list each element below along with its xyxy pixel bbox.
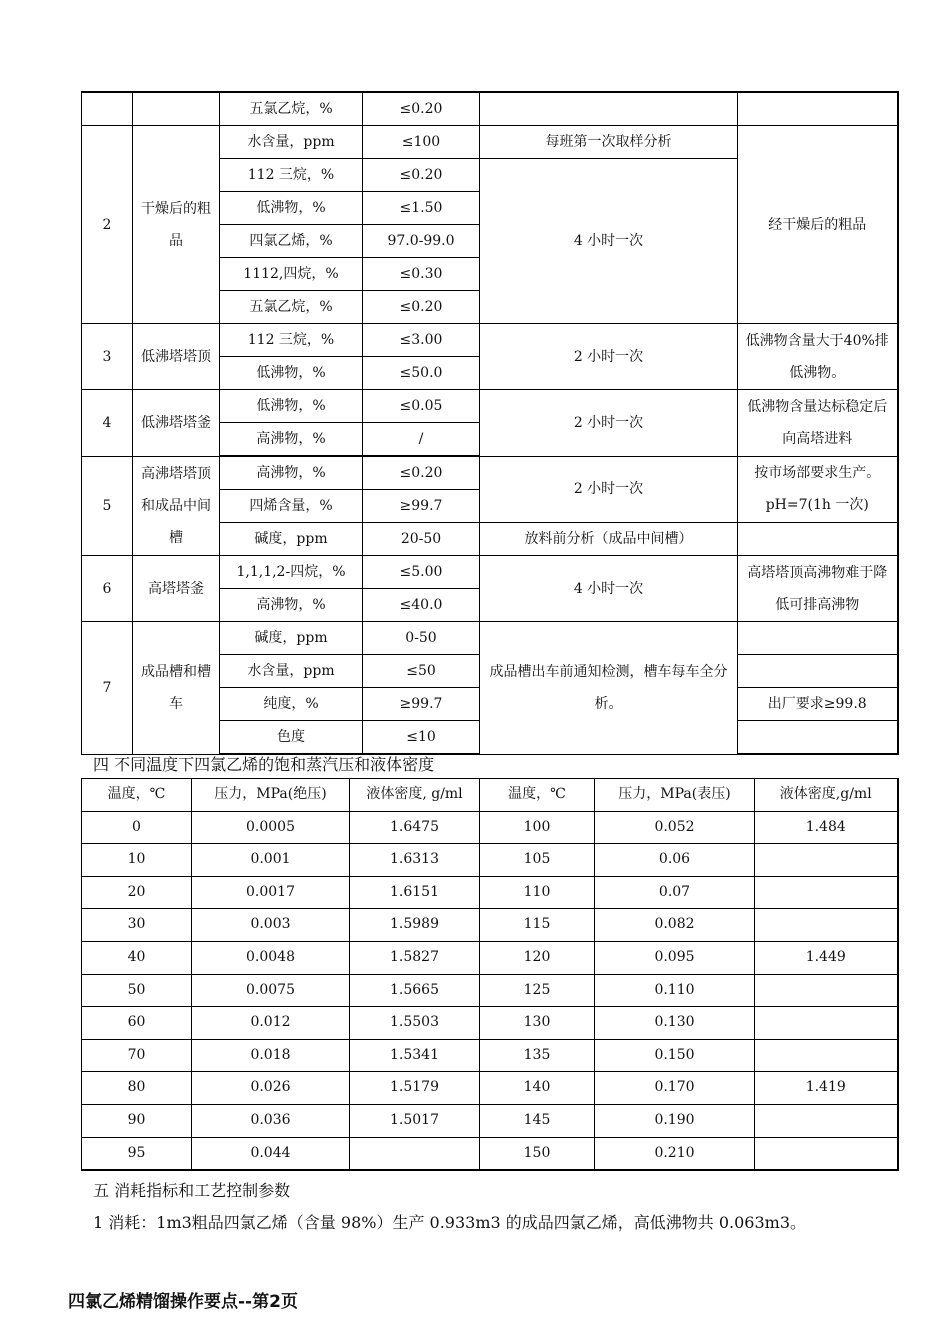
table-cell: 80: [82, 1072, 192, 1105]
table-cell-frequency: 4 小时一次: [480, 556, 738, 622]
table-cell-item: 112 三烷，%: [220, 159, 363, 192]
table-cell: 1.5341: [350, 1039, 480, 1072]
table-cell: 1.5665: [350, 974, 480, 1007]
table-cell-value: ≤40.0: [363, 589, 480, 622]
table-cell: 0.052: [595, 811, 755, 844]
table-row: [82, 1104, 898, 1137]
table-cell: 1.449: [755, 941, 898, 974]
table-cell: 0.150: [595, 1039, 755, 1072]
table-cell: 0: [82, 811, 192, 844]
table-cell-item: 碱度，ppm: [220, 622, 363, 655]
table-cell-item: 四氯乙烯，%: [220, 225, 363, 258]
table-cell: 0.026: [192, 1072, 350, 1105]
column-header: 温度，℃: [480, 779, 595, 812]
table-cell-frequency: 4 小时一次: [480, 159, 738, 324]
table-cell: [755, 1007, 898, 1040]
table-cell-item: 水含量，ppm: [220, 655, 363, 688]
table-cell: 0.210: [595, 1137, 755, 1170]
table-row: [82, 126, 898, 159]
table-cell-name: 高塔塔釜: [133, 556, 220, 622]
table-row: [82, 844, 898, 877]
table-cell: 0.018: [192, 1039, 350, 1072]
table-cell: 0.082: [595, 909, 755, 942]
table-row: [82, 909, 898, 942]
table-cell: 1.5989: [350, 909, 480, 942]
table-cell: 120: [480, 941, 595, 974]
table-cell: 0.095: [595, 941, 755, 974]
table-cell-value: ≤50.0: [363, 357, 480, 390]
table-cell-value: 0-50: [363, 622, 480, 655]
table-cell-value: ≥99.7: [363, 490, 480, 523]
table-cell: [755, 909, 898, 942]
table-cell: 135: [480, 1039, 595, 1072]
table-cell: 0.001: [192, 844, 350, 877]
table-cell: 130: [480, 1007, 595, 1040]
table-cell-remark: [738, 523, 898, 556]
table-row: [82, 974, 898, 1007]
table-cell-item: 1112,四烷，%: [220, 258, 363, 291]
table-cell: 145: [480, 1104, 595, 1137]
table-cell: 115: [480, 909, 595, 942]
table-cell: [755, 1104, 898, 1137]
table-cell-value: ≤50: [363, 655, 480, 688]
table-cell: 1.484: [755, 811, 898, 844]
table-cell: 95: [82, 1137, 192, 1170]
table-cell: 40: [82, 941, 192, 974]
table-cell: 1.5827: [350, 941, 480, 974]
table-cell-item: 低沸物，%: [220, 390, 363, 423]
table-cell-name: [133, 92, 220, 126]
table-row: [82, 324, 898, 357]
table-cell: [755, 1137, 898, 1170]
table-cell: 0.190: [595, 1104, 755, 1137]
table-cell-remark: 低沸物含量达标稳定后向高塔进料: [738, 390, 898, 457]
table-cell: [350, 1137, 480, 1170]
consumption-text: 1 消耗：1m3粗品四氯乙烯（含量 98%）生产 0.933m3 的成品四氯乙烯，高低沸物共 0.063m3。: [93, 1213, 807, 1232]
table-cell-item: 四烯含量，%: [220, 490, 363, 523]
table-cell-remark: 经干燥后的粗品: [738, 126, 898, 324]
table-cell: [755, 844, 898, 877]
table-cell-item: 1,1,1,2-四烷，%: [220, 556, 363, 589]
table-cell-value: /: [363, 423, 480, 457]
table-cell-item: 高沸物，%: [220, 589, 363, 622]
table-row: [82, 1007, 898, 1040]
table-cell-frequency: [480, 92, 738, 126]
table-cell: [755, 876, 898, 909]
column-header: 液体密度, g/ml: [350, 779, 480, 812]
table-cell-frequency: 2 小时一次: [480, 390, 738, 457]
table-cell: 50: [82, 974, 192, 1007]
table-cell-value: ≤0.05: [363, 390, 480, 423]
table-cell-name: 低沸塔塔釜: [133, 390, 220, 457]
table-cell-item: 水含量，ppm: [220, 126, 363, 159]
table-cell-item: 112 三烷，%: [220, 324, 363, 357]
table-header-row: [82, 779, 898, 812]
table-row: [82, 390, 898, 423]
table-cell-remark: [738, 721, 898, 755]
table-row: [82, 92, 898, 126]
section-4-heading: 四 不同温度下四氯乙烯的饱和蒸汽压和液体密度: [93, 755, 435, 774]
table-cell: 20: [82, 876, 192, 909]
column-header: 压力，MPa(绝压): [192, 779, 350, 812]
table-cell-frequency: 每班第一次取样分析: [480, 126, 738, 159]
table-cell-no: 5: [82, 456, 133, 556]
table-cell-item: 高沸物，%: [220, 456, 363, 490]
table-cell-no: 2: [82, 126, 133, 324]
table-cell: 0.06: [595, 844, 755, 877]
table-row: [82, 876, 898, 909]
table-cell: 0.044: [192, 1137, 350, 1170]
table-cell-item: 低沸物，%: [220, 357, 363, 390]
section-5-heading: 五 消耗指标和工艺控制参数: [93, 1181, 291, 1200]
table-cell-frequency: 放料前分析（成品中间槽）: [480, 523, 738, 556]
table-row: [82, 622, 898, 655]
table-cell-frequency: 2 小时一次: [480, 324, 738, 390]
column-header: 液体密度,g/ml: [755, 779, 898, 812]
table-cell-value: ≤5.00: [363, 556, 480, 589]
table-cell-name: 低沸塔塔顶: [133, 324, 220, 390]
table-cell-remark: [738, 655, 898, 688]
table-cell-item: 五氯乙烷，%: [220, 291, 363, 324]
table-cell-no: 6: [82, 556, 133, 622]
table-cell: 125: [480, 974, 595, 1007]
table-row: [82, 941, 898, 974]
table-cell: 70: [82, 1039, 192, 1072]
table-cell-remark: 按市场部要求生产。pH=7(1h 一次): [738, 456, 898, 523]
table-row: [82, 1072, 898, 1105]
table-cell-remark: [738, 622, 898, 655]
table-cell-name: 干燥后的粗品: [133, 126, 220, 324]
table-cell: [755, 974, 898, 1007]
table-cell: 0.170: [595, 1072, 755, 1105]
table-cell-item: 高沸物，%: [220, 423, 363, 457]
table-cell-no: 7: [82, 622, 133, 755]
table-cell-value: ≤0.30: [363, 258, 480, 291]
table-cell-remark: 高塔塔顶高沸物难于降低可排高沸物: [738, 556, 898, 622]
quality-control-table: [81, 91, 899, 755]
table-cell: 0.0048: [192, 941, 350, 974]
table-cell: 0.07: [595, 876, 755, 909]
table-cell: [755, 1039, 898, 1072]
table-cell-name: 成品槽和槽车: [133, 622, 220, 755]
table-cell: 0.0075: [192, 974, 350, 1007]
table-cell: 105: [480, 844, 595, 877]
table-cell-value: 20-50: [363, 523, 480, 556]
table-cell: 0.0005: [192, 811, 350, 844]
table-cell-no: 3: [82, 324, 133, 390]
table-cell: 0.003: [192, 909, 350, 942]
table-cell: 60: [82, 1007, 192, 1040]
table-cell: 30: [82, 909, 192, 942]
table-cell-item: 低沸物，%: [220, 192, 363, 225]
table-row: [82, 1137, 898, 1170]
table-cell: 1.5017: [350, 1104, 480, 1137]
column-header: 温度，℃: [82, 779, 192, 812]
table-cell-no: 4: [82, 390, 133, 457]
table-cell-item: 碱度，ppm: [220, 523, 363, 556]
table-cell-remark: [738, 92, 898, 126]
table-cell: 90: [82, 1104, 192, 1137]
table-cell-item: 五氯乙烷，%: [220, 92, 363, 126]
table-cell: 0.012: [192, 1007, 350, 1040]
table-cell: 150: [480, 1137, 595, 1170]
table-row: [82, 456, 898, 490]
table-cell: 1.6151: [350, 876, 480, 909]
table-cell-item: 色度: [220, 721, 363, 755]
table-cell: 0.110: [595, 974, 755, 1007]
table-cell-value: ≥99.7: [363, 688, 480, 721]
table-cell: 0.130: [595, 1007, 755, 1040]
table-cell-value: ≤0.20: [363, 291, 480, 324]
table-cell-frequency: 成品槽出车前通知检测，槽车每车全分析。: [480, 622, 738, 755]
page-footer: 四氯乙烯精馏操作要点--第2页: [68, 1292, 298, 1312]
table-cell-value: ≤0.20: [363, 159, 480, 192]
table-cell: 110: [480, 876, 595, 909]
table-cell: 1.6313: [350, 844, 480, 877]
table-cell-no: [82, 92, 133, 126]
table-cell-value: ≤0.20: [363, 92, 480, 126]
table-row: [82, 811, 898, 844]
table-cell: 1.6475: [350, 811, 480, 844]
table-cell-value: ≤1.50: [363, 192, 480, 225]
table-cell-value: ≤10: [363, 721, 480, 755]
table-cell: 0.036: [192, 1104, 350, 1137]
vapor-pressure-density-table: [81, 778, 899, 1171]
table-cell: 1.419: [755, 1072, 898, 1105]
table-cell-remark: 出厂要求≥99.8: [738, 688, 898, 721]
table-cell-value: ≤100: [363, 126, 480, 159]
table-cell-value: 97.0-99.0: [363, 225, 480, 258]
table-cell: 10: [82, 844, 192, 877]
table-row: [82, 1039, 898, 1072]
table-cell-frequency: 2 小时一次: [480, 456, 738, 523]
table-cell-remark: 低沸物含量大于40%排低沸物。: [738, 324, 898, 390]
table-cell: 140: [480, 1072, 595, 1105]
table-cell: 100: [480, 811, 595, 844]
table-cell-item: 纯度，%: [220, 688, 363, 721]
table-cell-value: ≤3.00: [363, 324, 480, 357]
table-cell: 1.5503: [350, 1007, 480, 1040]
column-header: 压力，MPa(表压): [595, 779, 755, 812]
table-cell-name: 高沸塔塔顶和成品中间槽: [133, 456, 220, 556]
table-row: [82, 556, 898, 589]
table-cell: 0.0017: [192, 876, 350, 909]
table-cell-value: ≤0.20: [363, 456, 480, 490]
table-cell: 1.5179: [350, 1072, 480, 1105]
